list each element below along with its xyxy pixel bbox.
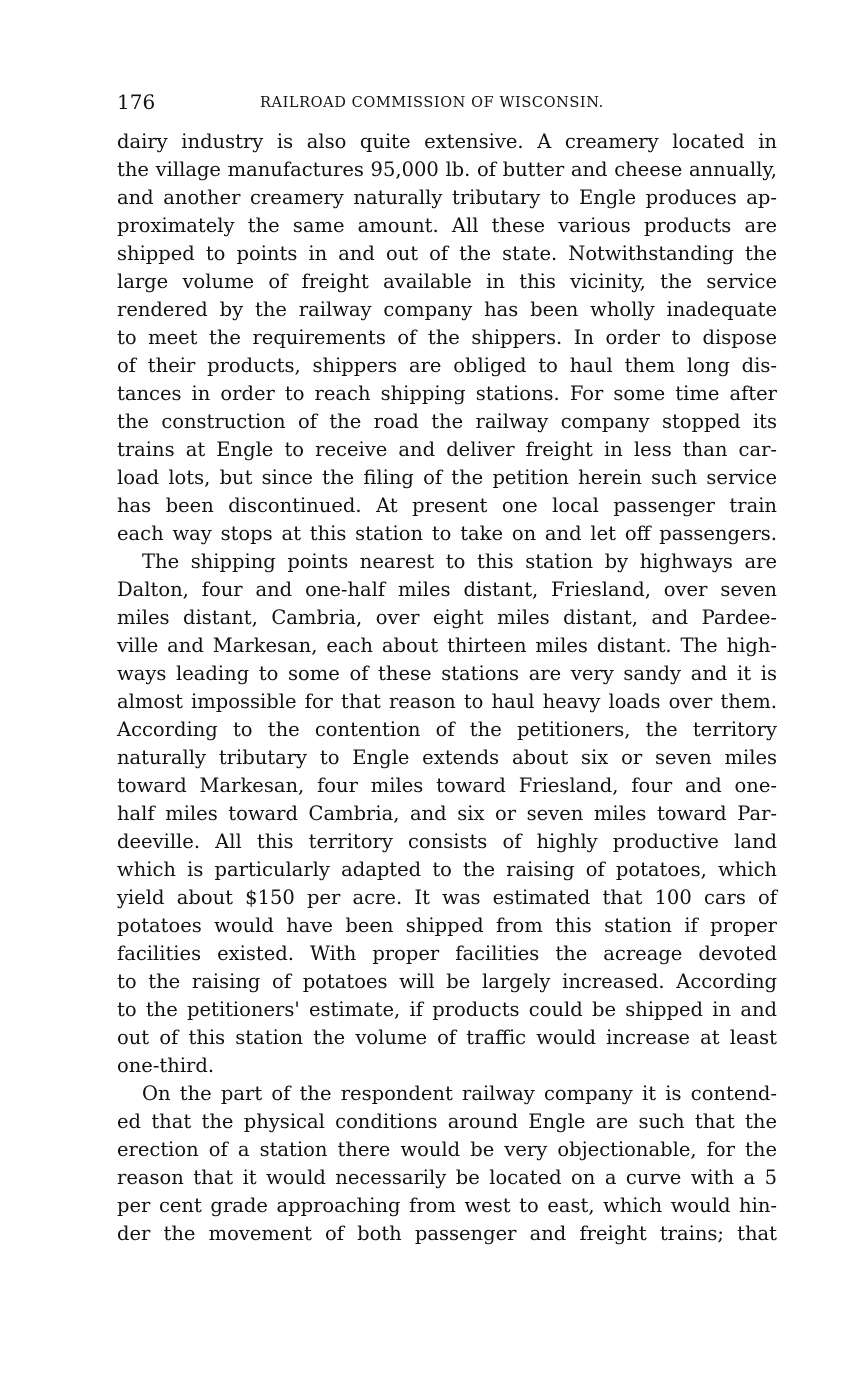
text-line: trains at Engle to receive and deliver freight in less than car- [117, 438, 777, 461]
text-line: one-third. [117, 1054, 215, 1077]
paragraph-2 [117, 548, 777, 1080]
text-line: half miles toward Cambria, and six or seven miles toward Par- [117, 802, 777, 825]
text-line: to meet the requirements of the shippers. In order to dispose [117, 326, 777, 349]
text-line: The shipping points nearest to this station by highways are [142, 550, 777, 573]
text-line: tances in order to reach shipping stations. For some time after [117, 382, 777, 405]
text-line: deeville. All this territory consists of highly productive land [117, 830, 777, 853]
text-line: proximately the same amount. All these various products are [117, 214, 777, 237]
text-line: to the petitioners' estimate, if products could be shipped in and [117, 998, 777, 1021]
text-line: which is particularly adapted to the raising of potatoes, which [117, 858, 777, 881]
text-line: According to the contention of the petitioners, the territory [117, 718, 777, 741]
text-line: the construction of the road the railway company stopped its [117, 410, 777, 433]
text-line: naturally tributary to Engle extends about six or seven miles [117, 746, 777, 769]
text-line: erection of a station there would be very objectionable, for the [117, 1138, 777, 1161]
text-line: Dalton, four and one-half miles distant, Friesland, over seven [117, 578, 777, 601]
text-line: and another creamery naturally tributary to Engle produces ap- [117, 186, 777, 209]
text-line: shipped to points in and out of the state. Notwithstanding the [117, 242, 777, 265]
text-line: yield about $150 per acre. It was estimated that 100 cars of [117, 886, 777, 909]
page-number: 176 [117, 90, 156, 114]
document-page [117, 88, 777, 1248]
text-line: per cent grade approaching from west to east, which would hin- [117, 1194, 777, 1217]
paragraph-1 [117, 128, 777, 548]
text-line: load lots, but since the filing of the petition herein such service [117, 466, 777, 489]
body-text [117, 128, 777, 1248]
text-line: dairy industry is also quite extensive. A creamery located in [117, 130, 777, 153]
text-line: rendered by the railway company has been wholly inadequate [117, 298, 777, 321]
text-line: large volume of freight available in this vicinity, the service [117, 270, 777, 293]
text-line: miles distant, Cambria, over eight miles distant, and Pardee- [117, 606, 777, 629]
text-line: the village manufactures 95,000 lb. of butter and cheese annually, [117, 158, 777, 181]
text-line: potatoes would have been shipped from this station if proper [117, 914, 777, 937]
page-header [117, 88, 777, 128]
paragraph-3 [117, 1080, 777, 1248]
text-line: facilities existed. With proper facilities the acreage devoted [117, 942, 777, 965]
text-line: ways leading to some of these stations are very sandy and it is [117, 662, 777, 685]
text-line: ed that the physical conditions around Engle are such that the [117, 1110, 777, 1133]
text-line: almost impossible for that reason to haul heavy loads over them. [117, 690, 777, 713]
running-head: RAILROAD COMMISSION OF WISCONSIN. [260, 95, 604, 111]
text-line: each way stops at this station to take on and let off passengers. [117, 522, 777, 545]
text-line: to the raising of potatoes will be largely increased. According [117, 970, 777, 993]
text-line: der the movement of both passenger and freight trains; that [117, 1222, 777, 1245]
text-line: of their products, shippers are obliged to haul them long dis- [117, 354, 777, 377]
text-line: out of this station the volume of traffic would increase at least [117, 1026, 777, 1049]
text-line: toward Markesan, four miles toward Friesland, four and one- [117, 774, 777, 797]
text-line: has been discontinued. At present one local passenger train [117, 494, 777, 517]
text-line: ville and Markesan, each about thirteen miles distant. The high- [117, 634, 777, 657]
text-line: reason that it would necessarily be located on a curve with a 5 [117, 1166, 777, 1189]
text-line: On the part of the respondent railway company it is contend- [142, 1082, 777, 1105]
